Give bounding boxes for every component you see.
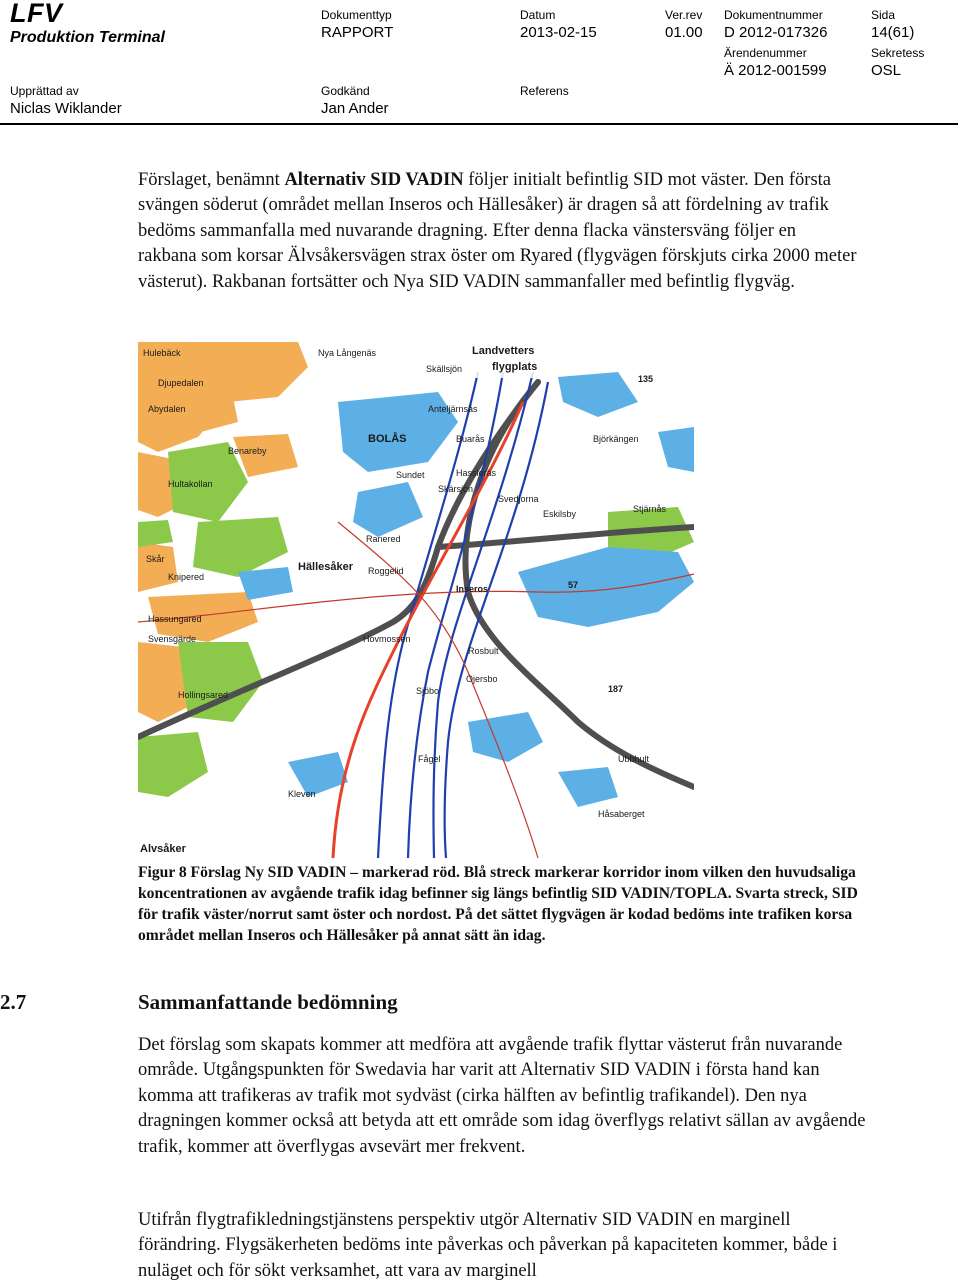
intro-text-start: Förslaget, benämnt [138, 170, 285, 190]
doc-type-value: RAPPORT [321, 24, 394, 41]
author-value: Niclas Wiklander [10, 100, 122, 117]
svg-text:Svedjorna: Svedjorna [498, 494, 539, 504]
rev-value: 01.00 [665, 24, 703, 41]
svg-text:Ubbhult: Ubbhult [618, 754, 650, 764]
svg-text:Skår: Skår [146, 554, 165, 564]
approved-label: Godkänd [321, 84, 370, 98]
svg-text:Abydalen: Abydalen [148, 404, 186, 414]
section-title: Sammanfattande bedömning [138, 990, 398, 1014]
svg-text:Knipered: Knipered [168, 572, 205, 582]
case-number-label: Ärendenummer [724, 46, 807, 60]
svg-text:Ojersbo: Ojersbo [466, 674, 498, 684]
svg-text:Svensgärde: Svensgärde [148, 634, 197, 644]
svg-text:Rosbult: Rosbult [468, 646, 499, 656]
doc-number-value: D 2012-017326 [724, 24, 828, 41]
intro-text-rest: följer initialt befintlig SID mot väster. Den första svängen söderut (området mellan Inseros och Hällesåker) är dragen så att fördelning av trafik bedöms sammanfalla med nuvarande dragning. Efter denna flacka vänstersväng följer en rakbana som korsar Älvsåkersvägen strax öster om Ryared (flygvägen förskjuts cirka 2000 meter västerut). Rakbanan fortsätter och Nya SID VADIN sammanfaller med befintlig flygväg. [138, 170, 857, 292]
svg-text:Hassungared: Hassungared [148, 614, 202, 624]
intro-alternative-name: Alternativ SID VADIN [284, 170, 464, 190]
date-value: 2013-02-15 [520, 24, 597, 41]
svg-text:Buarås: Buarås [456, 434, 485, 444]
doc-type-label: Dokumenttyp [321, 8, 392, 22]
svg-text:Björkängen: Björkängen [593, 434, 639, 444]
svg-text:Sundet: Sundet [396, 470, 425, 480]
secrecy-value: OSL [871, 62, 902, 79]
svg-text:Roggelid: Roggelid [368, 566, 404, 576]
svg-text:57: 57 [568, 580, 579, 590]
org-unit: Produktion Terminal [10, 29, 165, 46]
page-value: 14(61) [871, 24, 915, 41]
svg-text:Sjöbo: Sjöbo [416, 686, 440, 696]
rev-label: Ver.rev [665, 8, 703, 22]
case-number-value: Ä 2012-001599 [724, 62, 827, 79]
doc-number-label: Dokumentnummer [724, 8, 823, 22]
author-label: Upprättad av [10, 84, 79, 98]
org-logo: LFV [10, 0, 63, 28]
svg-text:Eskilsby: Eskilsby [543, 509, 577, 519]
route-map-svg [138, 342, 694, 858]
approved-value: Jan Ander [321, 100, 389, 117]
svg-text:Benareby: Benareby [228, 446, 267, 456]
svg-text:Inseros: Inseros [456, 584, 489, 594]
section-number: 2.7 [0, 990, 27, 1014]
svg-text:Anteljärnsås: Anteljärnsås [428, 404, 478, 414]
svg-text:Nya Långenäs: Nya Långenäs [318, 348, 377, 358]
svg-text:Kleven: Kleven [288, 789, 316, 799]
route-map [138, 342, 694, 858]
page-label: Sida [871, 8, 896, 22]
svg-text:Hällesåker: Hällesåker [298, 561, 354, 573]
svg-text:Hovmossen: Hovmossen [363, 634, 411, 644]
reference-label: Referens [520, 84, 569, 98]
header-divider [0, 123, 958, 125]
svg-text:flygplats: flygplats [492, 361, 538, 373]
svg-text:Hulebäck: Hulebäck [143, 348, 181, 358]
svg-text:Fågel: Fågel [418, 754, 441, 764]
svg-text:187: 187 [608, 684, 624, 694]
svg-text:Håsaberget: Håsaberget [598, 809, 645, 819]
svg-text:Hollingsared: Hollingsared [178, 690, 229, 700]
section-paragraph-2: Utifrån flygtrafikledningstjänstens perspektiv utgör Alternativ SID VADIN en marginell förändring. Flygsäkerheten bedöms inte påverkas och påverkan på kapaciteten kommer, både i nuläget och för sökt verksamhet, att vara av marginell [138, 1210, 838, 1281]
svg-text:Skällsjön: Skällsjön [426, 364, 463, 374]
svg-text:Ranered: Ranered [366, 534, 401, 544]
secrecy-label: Sekretess [871, 46, 925, 60]
svg-text:135: 135 [638, 374, 654, 384]
svg-text:Skärsjön: Skärsjön [438, 484, 474, 494]
intro-paragraph [138, 168, 858, 295]
svg-text:Alvsåker: Alvsåker [140, 843, 186, 855]
svg-text:Hassleräs: Hassleräs [456, 468, 497, 478]
svg-text:Djupedalen: Djupedalen [158, 378, 204, 388]
svg-text:Landvetters: Landvetters [472, 345, 535, 357]
svg-text:Hultakollan: Hultakollan [168, 479, 213, 489]
svg-text:BOLÅS: BOLÅS [368, 433, 407, 445]
date-label: Datum [520, 8, 556, 22]
figure-caption: Figur 8 Förslag Ny SID VADIN – markerad röd. Blå streck markerar korridor inom vilken den huvudsaliga koncentrationen av avgående trafik idag befinner sig längs befintlig SID VADIN/TOPLA. Svarta streck, SID för trafik väster/norrut samt öster och nordost. På det sättet flygvägen är kodad bedöms inte trafiken korsa området mellan Inseros och Hällesåker på annat sätt än idag. [138, 864, 858, 945]
svg-text:Stjärnås: Stjärnås [633, 504, 667, 514]
section-paragraph-1: Det förslag som skapats kommer att medföra att avgående trafik flyttar västerut från nuvarande område. Utgångspunkten för Swedavia har varit att Alternativ SID VADIN i första hand kan komma att trafikeras av trafik mot sydväst (cirka hälften av befintlig trafikandel). Den nya dragningen kommer också att betyda att ett område som idag överflygs relativt sällan av avgående trafik, kommer att överflygas avsevärt mer frekvent. [138, 1035, 866, 1157]
